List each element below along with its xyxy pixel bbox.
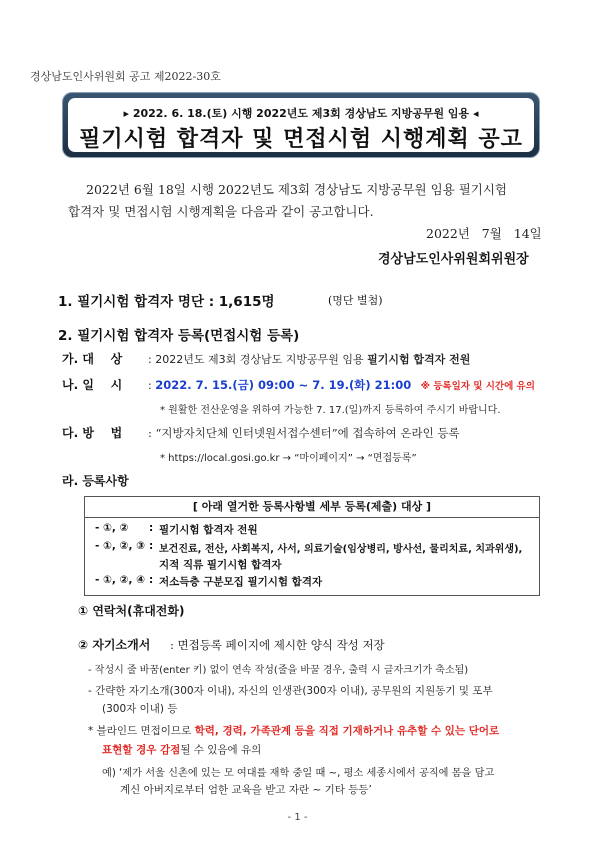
note-2a: - 간략한 자기소개(300자 이내), 자신의 인생관(300자 이내), 공무원의 지원동기 및 포부 [88, 685, 493, 697]
box-row-1-cat: - ①, ② [95, 522, 129, 534]
box-row-4-val: 저소득층 구분모집 필기시험 합격자 [159, 576, 323, 588]
period-label: 나. 일 시 [62, 378, 123, 392]
section2-heading: 2. 필기시험 합격자 등록(면접시험 등록) [58, 328, 300, 344]
registration-box-header: [ 아래 열거한 등록사항별 세부 등록(제출) 대상 ] [84, 496, 540, 518]
item2-text: : 면접등록 페이지에 제시한 양식 작성 저장 [170, 638, 385, 652]
page-number: - 1 - [287, 812, 308, 823]
period-row [148, 377, 535, 393]
period-value: 2022. 7. 15.(금) 09:00 ~ 7. 19.(화) 21:00 [155, 378, 412, 392]
box-row-2-sep: : [149, 540, 154, 552]
target-bold: 필기시험 합격자 전원 [367, 353, 471, 366]
target-label: 가. 대 상 [62, 352, 123, 366]
note-3-pre: * 블라인드 면접이므로 [88, 725, 195, 737]
example-line-2: 계신 아버지로부터 엄한 교육을 받고 자란 ~ 기타 등등’ [120, 784, 372, 796]
target-row [148, 351, 470, 367]
period-colon: : [148, 379, 152, 392]
box-row-2-val: 보건진료, 전산, 사회복지, 사서, 의료기술(임상병리, 방사선, 물리치료, 치과위생), [159, 544, 523, 555]
box-row-4-sep: : [149, 574, 154, 586]
method-label: 다. 방 법 [62, 426, 123, 440]
period-warning: ※ 등록일자 및 시간에 유의 [420, 381, 535, 392]
box-row-2-cat: - ①, ②, ③ [95, 540, 145, 552]
note-3b [102, 742, 261, 757]
registration-box [84, 496, 540, 596]
box-row-4-cat: - ①, ②, ④ [95, 574, 145, 586]
items-label: 라. 등록사항 [62, 474, 129, 488]
notice-date: 2022년 7월 14일 [426, 226, 542, 241]
title-banner [62, 92, 540, 158]
intro-line-2: 합격자 및 면접시험 시행계획을 다음과 같이 공고합니다. [68, 204, 374, 219]
target-text: : 2022년도 제3회 경상남도 지방공무원 임용 [148, 353, 368, 366]
note-3-red: 학력, 경력, 가족관계 등을 직접 기재하거나 유추할 수 있는 단어로 [194, 725, 500, 737]
note-3b-red: 표현할 경우 감점 [102, 744, 181, 756]
section1-heading: 1. 필기시험 합격자 명단 : 1,615명 [58, 294, 275, 310]
box-row-1-val: 필기시험 합격자 전원 [159, 524, 258, 536]
signer: 경상남도인사위원회위원장 [378, 252, 529, 267]
method-note: * https://local.gosi.go.kr → “마이페이지” → “면접등록” [160, 453, 417, 464]
note-3 [88, 723, 499, 738]
note-1: - 작성시 줄 바꿈(enter 키) 없이 연속 작성(줄을 바꿀 경우, 출력 시 글자크기가 축소됨) [88, 665, 469, 676]
item2-label: ② 자기소개서 [78, 638, 151, 652]
note-3b-post: 될 수 있음에 유의 [180, 744, 262, 756]
box-row-1-sep: : [149, 522, 154, 534]
intro-line-1: 2022년 6월 18일 시행 2022년도 제3회 경상남도 지방공무원 임용 필기시험 [86, 182, 507, 197]
banner-subtitle: ▸ 2022. 6. 18.(토) 시행 2022년도 제3회 경상남도 지방공무원 임용 ◂ [123, 107, 479, 120]
period-note: * 원활한 전산운영을 위하여 가능한 7. 17.(일)까지 등록하여 주시기 바랍니다. [160, 405, 501, 416]
document-title: 필기시험 합격자 및 면접시험 시행계획 공고 [79, 127, 523, 152]
example-line-1: 예) ‘제가 서울 신촌에 있는 모 여대를 재학 중일 때 ~, 평소 세종시에서 공직에 몸을 담고 [102, 768, 495, 779]
item1-contact: ① 연락처(휴대전화) [78, 604, 185, 618]
note-2b: (300자 이내) 등 [102, 703, 178, 715]
box-row-3-val: 지적 직류 필기시험 합격자 [159, 559, 282, 571]
notice-number: 경상남도인사위원회 공고 제2022-30호 [30, 70, 221, 83]
method-text: : “지방자치단체 인터넷원서접수센터”에 접속하여 온라인 등록 [148, 426, 460, 440]
section1-note: (명단 별첨) [328, 294, 383, 307]
